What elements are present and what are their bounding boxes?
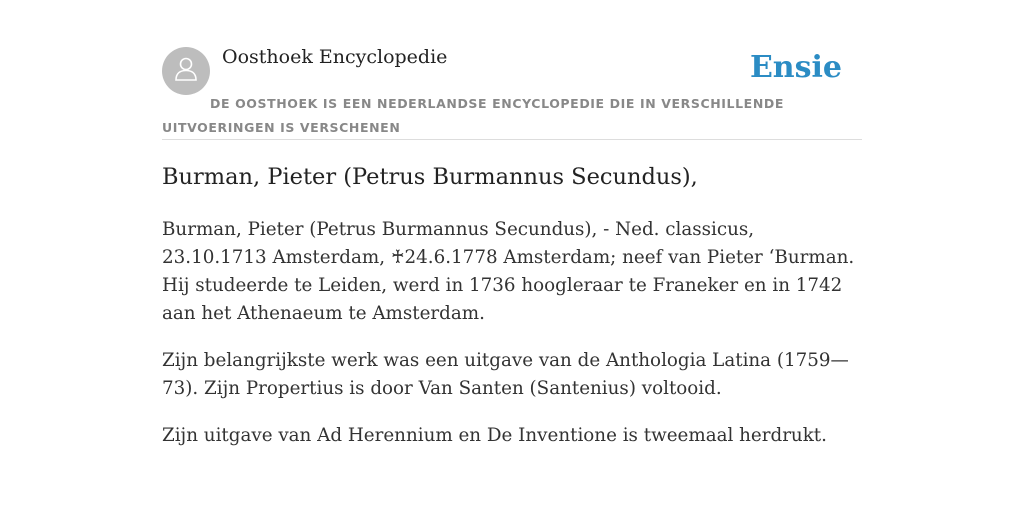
site-tagline: DE OOSTHOEK IS EEN NEDERLANDSE ENCYCLOPEDIE DIE IN VERSCHILLENDE UITVOERINGEN IS VERSCHENEN bbox=[162, 96, 784, 135]
article-title: Burman, Pieter (Petrus Burmannus Secundus), bbox=[162, 164, 698, 190]
article-paragraph: Burman, Pieter (Petrus Burmannus Secundus), - Ned. classicus, 23.10.1713 Amsterdam, ♰24.6.1778 Amsterdam; neef van Pieter ‘Burman. Hij studeerde te Leiden, werd in 1736 hoogleraar te Franeker en in 1742 aan het Athenaeum te Amsterdam. bbox=[162, 219, 855, 324]
author-avatar[interactable] bbox=[162, 47, 210, 95]
page-header bbox=[162, 0, 862, 140]
site-name-link[interactable]: Oosthoek Encyclopedie bbox=[222, 46, 448, 68]
article-paragraph: Zijn belangrijkste werk was een uitgave van de Anthologia Latina (1759—73). Zijn Propertius is door Van Santen (Santenius) voltooid. bbox=[162, 350, 849, 399]
brand-logo[interactable]: Ensie bbox=[749, 50, 842, 85]
user-icon bbox=[172, 55, 200, 87]
article-paragraph: Zijn uitgave van Ad Herennium en De Inventione is tweemaal herdrukt. bbox=[162, 425, 827, 446]
article-body bbox=[162, 216, 862, 450]
page-container bbox=[162, 0, 862, 446]
